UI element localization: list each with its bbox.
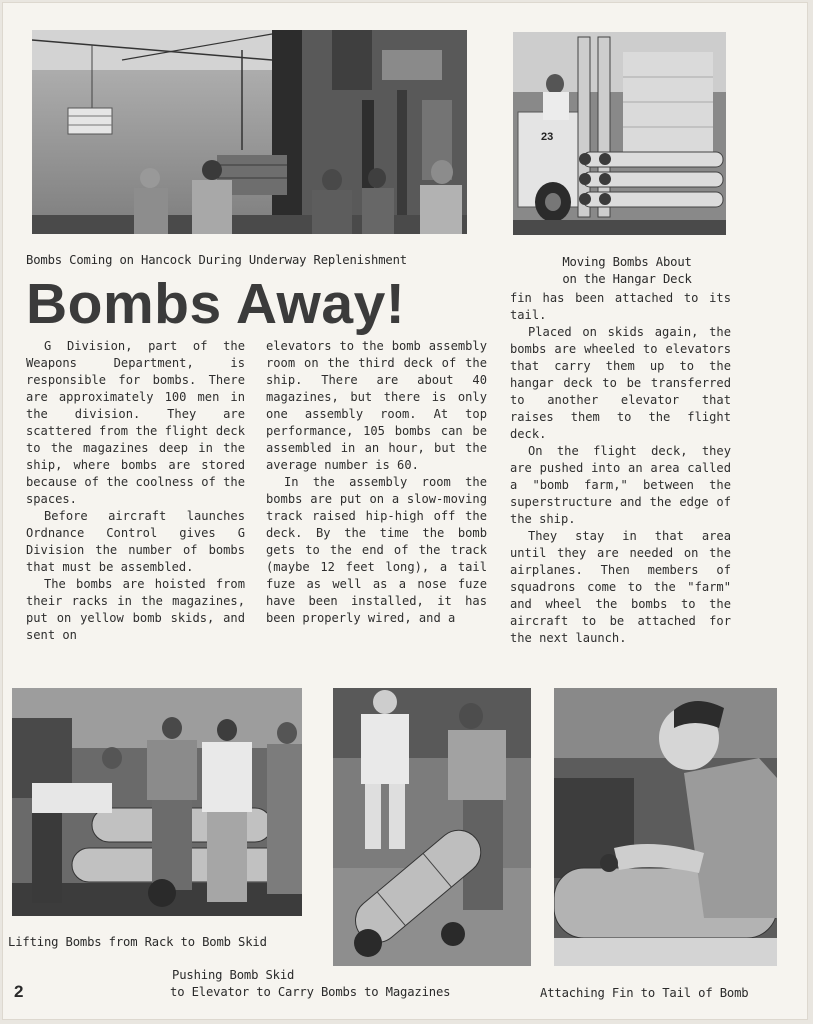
pushing-skid-caption-line1: Pushing Bomb Skid <box>172 968 295 982</box>
pushing-skid-photo <box>333 688 531 966</box>
paragraph: G Division, part of the Weapons Department, is responsible for bombs. There are approximately 100 men in the division. They are scattered from the flight deck to the magazines deep in the ship, where bombs are stored because of the coolness of the spaces. <box>26 339 245 506</box>
lifting-bombs-photo <box>12 688 302 916</box>
lifting-bombs-caption: Lifting Bombs from Rack to Bomb Skid <box>8 935 267 949</box>
attaching-fin-photo <box>554 688 777 966</box>
article-column-1 <box>26 338 245 644</box>
paragraph: elevators to the bomb assembly room on the third deck of the ship. There are about 40 magazines, but there is only one assembly room. At top performance, 105 bombs can be assembled in an hour, but the average number is 60. <box>266 339 487 472</box>
paragraph: Placed on skids again, the bombs are wheeled to elevators that carry them up to the hangar deck to be transferred to another elevator that raises them to the flight deck. <box>510 325 731 441</box>
hangar-deck-caption <box>537 254 717 288</box>
page-number: 2 <box>14 982 24 1001</box>
headline: Bombs Away! <box>26 272 406 336</box>
pushing-skid-caption-line2: to Elevator to Carry Bombs to Magazines <box>170 985 451 999</box>
paragraph: In the assembly room the bombs are put on a slow-moving track raised hip-high off the deck. By the time the bomb gets to the end of the track (maybe 12 feet long), a tail fuze as well as a nose fuze have been installed, it has been properly wired, and a <box>266 475 487 625</box>
paragraph: They stay in that area until they are needed on the airplanes. Then members of squadrons come to the "farm" and wheel the bombs to the aircraft to be attached for the next launch. <box>510 529 731 645</box>
magazine-page <box>2 2 808 1020</box>
paragraph: fin has been attached to its tail. <box>510 291 731 322</box>
paragraph: Before aircraft launches Ordnance Control gives G Division the number of bombs that must be assembled. <box>26 509 245 574</box>
hangar-deck-caption-line1: Moving Bombs About <box>562 255 692 269</box>
forklift-photo <box>513 32 726 235</box>
underway-replenishment-photo <box>32 30 467 234</box>
attaching-fin-caption: Attaching Fin to Tail of Bomb <box>540 986 749 1000</box>
replenishment-caption: Bombs Coming on Hancock During Underway Replenishment <box>26 253 407 267</box>
article-column-2 <box>266 338 487 627</box>
article-column-3 <box>510 290 731 647</box>
pushing-skid-caption <box>170 967 450 1001</box>
paragraph: On the flight deck, they are pushed into an area called a "bomb farm," between the superstructure and the edge of the ship. <box>510 444 731 526</box>
hangar-deck-caption-line2: on the Hangar Deck <box>562 272 692 286</box>
paragraph: The bombs are hoisted from their racks in the magazines, put on yellow bomb skids, and sent on <box>26 577 245 642</box>
forklift-number: 23 <box>541 131 554 143</box>
